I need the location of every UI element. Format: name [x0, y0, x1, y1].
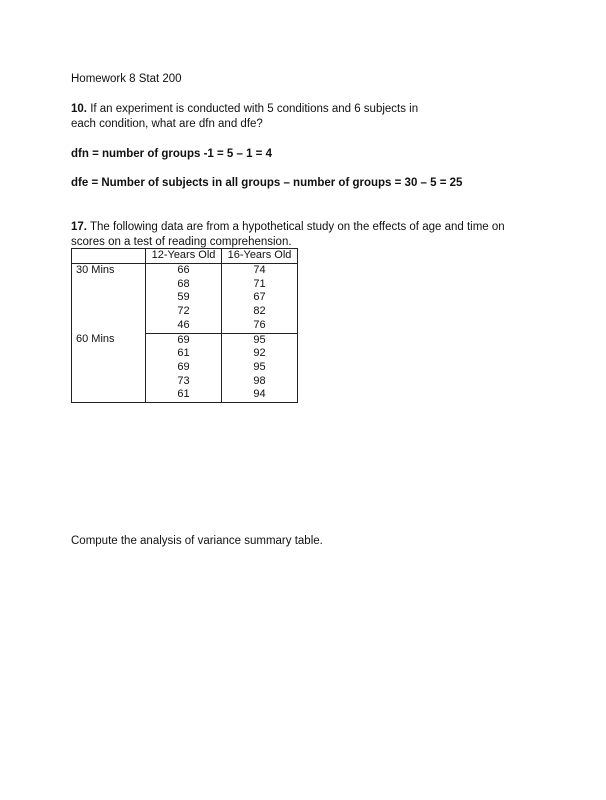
reading-scores-table: [71, 248, 298, 403]
question-17-text: The following data are from a hypothetical study on the effects of age and time on scores on a test of reading comprehension.: [71, 221, 505, 248]
question-17-number: 17.: [71, 221, 87, 233]
table-cell: 61: [146, 347, 222, 361]
table-cell: 74: [222, 264, 298, 278]
table-cell: 69: [146, 333, 222, 347]
table-cell: 46: [146, 319, 222, 333]
table-cell: 98: [222, 375, 298, 389]
table-cell: 61: [146, 388, 222, 402]
table-cell: 82: [222, 305, 298, 319]
dfe-answer: dfe = Number of subjects in all groups – number of groups = 30 – 5 = 25: [71, 177, 463, 189]
table-header-cell: [72, 249, 146, 264]
question-10-number: 10.: [71, 103, 87, 115]
table-cell: 95: [222, 333, 298, 347]
table-cell: 95: [222, 361, 298, 375]
table-cell: 59: [146, 291, 222, 305]
question-17: [71, 220, 541, 250]
table-row: [72, 333, 298, 347]
table-cell: 66: [146, 264, 222, 278]
table-cell: 76: [222, 319, 298, 333]
question-10-text: If an experiment is conducted with 5 conditions and 6 subjects in each condition, what are dfn and dfe?: [71, 103, 419, 130]
document-header: Homework 8 Stat 200: [71, 73, 182, 85]
table-cell: 68: [146, 278, 222, 292]
group-label: 60 Mins: [72, 333, 146, 403]
table-cell: 71: [222, 278, 298, 292]
table-header-cell: 12-Years Old: [146, 249, 222, 264]
dfn-answer: dfn = number of groups -1 = 5 – 1 = 4: [71, 148, 272, 160]
table-header-row: [72, 249, 298, 264]
table-cell: 92: [222, 347, 298, 361]
table-cell: 69: [146, 361, 222, 375]
closing-instruction: Compute the analysis of variance summary table.: [71, 535, 323, 547]
table-header-cell: 16-Years Old: [222, 249, 298, 264]
table-row: [72, 264, 298, 278]
group-label: 30 Mins: [72, 264, 146, 334]
table-cell: 72: [146, 305, 222, 319]
table-cell: 94: [222, 388, 298, 402]
question-10: [71, 102, 441, 132]
table-cell: 67: [222, 291, 298, 305]
table-cell: 73: [146, 375, 222, 389]
